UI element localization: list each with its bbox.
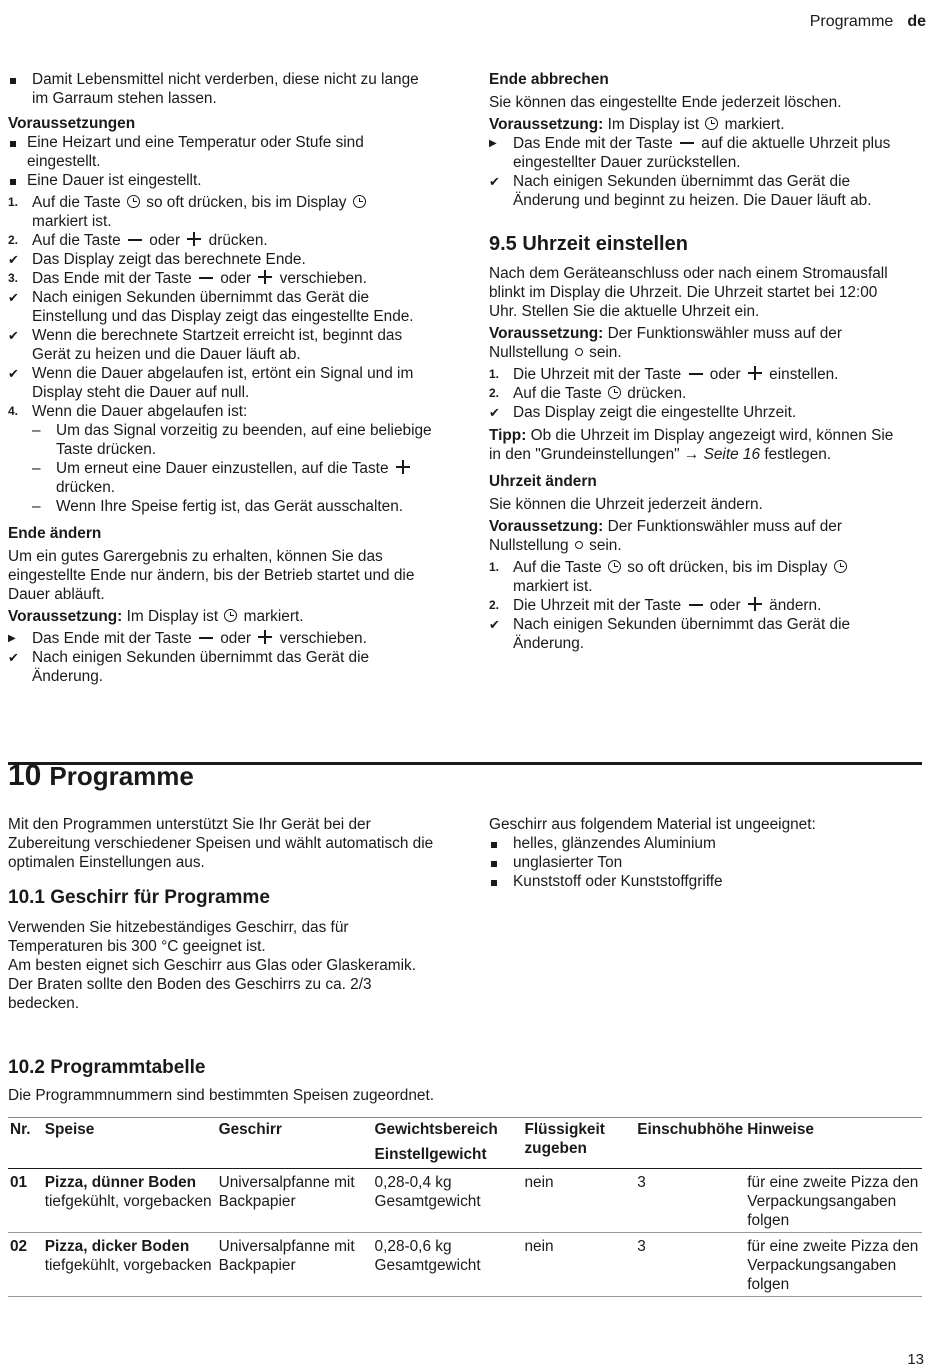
running-header	[810, 12, 926, 31]
minus-icon	[128, 239, 142, 241]
table-row: 01 Pizza, dünner Boden tiefgekühlt, vorgebacken Universalpfanne mit Backpapier 0,28-0,4 kg Gesamtgewicht nein 3 für eine zweite Pizza den Verpackungsangaben folgen	[8, 1169, 922, 1233]
col-header-nr: Nr.	[10, 1121, 31, 1138]
square-bullet-icon	[491, 880, 497, 886]
action-item: ▶ Das Ende mit der Taste oder verschieben.	[8, 630, 367, 647]
clock-icon	[705, 117, 718, 130]
zero-position-icon	[575, 541, 583, 549]
zero-position-icon	[575, 348, 583, 356]
voraussetzung-line: Voraussetzung: Im Display ist markiert.	[489, 116, 785, 133]
list-item: unglasierter Ton	[489, 853, 909, 872]
step-item: 1. Auf die Taste so oft drücken, bis im Display markiert ist.	[8, 193, 438, 231]
voraussetzungen-heading: Voraussetzungen	[8, 115, 136, 132]
step-item: 4. Wenn die Dauer abgelaufen ist:	[8, 403, 248, 420]
section-10-1-p2: Am besten eignet sich Geschirr aus Glas oder Glaskeramik. Der Braten sollte den Boden des Geschirrs zu ca. 2/3 bedecken.	[8, 957, 417, 1012]
col-header-einschub: Einschubhöhe	[637, 1121, 744, 1138]
page-number: 13	[907, 1351, 924, 1368]
col-header-fluessigkeit: Flüssigkeit zugeben	[524, 1121, 605, 1157]
result-item: ✔ Das Display zeigt das berechnete Ende.	[8, 251, 306, 268]
clock-icon	[127, 195, 140, 208]
result-item: ✔ Wenn die Dauer abgelaufen ist, ertönt ein Signal und im Display steht die Dauer auf null.	[8, 365, 414, 401]
step-item: 3. Das Ende mit der Taste oder verschieben.	[8, 270, 367, 287]
triangle-bullet-icon: ▶	[8, 633, 16, 644]
step-item: 2. Auf die Taste oder drücken.	[8, 232, 268, 249]
result-item: ✔ Das Display zeigt die eingestellte Uhrzeit.	[489, 404, 797, 421]
ende-aendern-heading: Ende ändern	[8, 525, 102, 542]
dash-item: – Um erneut eine Dauer einzustellen, auf die Taste drücken.	[8, 459, 438, 497]
result-item: ✔ Nach einigen Sekunden übernimmt das Gerät die Änderung.	[489, 616, 851, 652]
clock-icon	[608, 560, 621, 573]
check-icon: ✔	[8, 650, 19, 665]
ende-aendern-text: Um ein gutes Garergebnis zu erhalten, können Sie das eingestellte Ende nur ändern, bis der Betrieb startet und die Dauer abläuft.	[8, 548, 415, 603]
minus-icon	[689, 373, 703, 375]
plus-icon	[396, 460, 410, 474]
section-9-5-title: 9.5 Uhrzeit einstellen	[489, 233, 688, 255]
col-header-speise: Speise	[44, 1121, 95, 1138]
chapter-title: 10 Programme	[8, 759, 194, 792]
minus-icon	[199, 277, 213, 279]
list-item: Kunststoff oder Kunststoffgriffe	[489, 872, 909, 891]
chapter-left-column	[8, 815, 438, 1013]
tip-text: Tipp: Ob die Uhrzeit im Display angezeigt wird, können Sie in den "Grundeinstellungen" → Seite 16 festlegen.	[489, 427, 894, 463]
triangle-bullet-icon: ▶	[489, 138, 497, 149]
section-10-1-p1: Verwenden Sie hitzebeständiges Geschirr, das für Temperaturen bis 300 °C geeignet ist.	[8, 919, 349, 955]
check-icon: ✔	[8, 328, 19, 343]
plus-icon	[748, 597, 762, 611]
clock-icon	[608, 386, 621, 399]
ende-abbrechen-heading: Ende abbrechen	[489, 71, 609, 88]
minus-icon	[680, 142, 694, 144]
square-bullet-icon	[10, 78, 16, 84]
step-item: 1. Die Uhrzeit mit der Taste oder einstellen.	[489, 366, 839, 383]
clock-icon	[353, 195, 366, 208]
result-item: ✔ Nach einigen Sekunden übernimmt das Gerät die Änderung.	[8, 649, 370, 685]
check-icon: ✔	[8, 252, 19, 267]
section-9-5-text: Nach dem Geräteanschluss oder nach einem Stromausfall blinkt im Display die Uhrzeit. Die Uhrzeit startet bei 12:00 Uhr. Stellen Sie die aktuelle Uhrzeit ein.	[489, 265, 888, 320]
uhrzeit-aendern-text: Sie können die Uhrzeit jederzeit ändern.	[489, 496, 763, 513]
table-row: 02 Pizza, dicker Boden tiefgekühlt, vorgebacken Universalpfanne mit Backpapier 0,28-0,6 kg Gesamtgewicht nein 3 für eine zweite Pizza den Verpackungsangaben folgen	[8, 1233, 922, 1297]
clock-icon	[224, 609, 237, 622]
voraussetzung-line: Voraussetzung: Der Funktionswähler muss auf der Nullstellung sein.	[489, 518, 842, 554]
header-section: Programme	[809, 13, 894, 30]
section-10-2-title: 10.2 Programmtabelle	[8, 1057, 206, 1078]
list-item: Eine Dauer ist eingestellt.	[8, 171, 438, 190]
list-item: Damit Lebensmittel nicht verderben, diese nicht zu lange im Garraum stehen lassen.	[8, 70, 438, 108]
header-language: de	[907, 13, 926, 30]
result-item: ✔ Nach einigen Sekunden übernimmt das Gerät die Änderung und beginnt zu heizen. Die Dauer läuft ab.	[489, 173, 872, 209]
right-column	[489, 70, 909, 653]
minus-icon	[689, 604, 703, 606]
square-bullet-icon	[10, 179, 16, 185]
section-10-1-title: 10.1 Geschirr für Programme	[8, 887, 270, 908]
action-item: ▶ Das Ende mit der Taste auf die aktuelle Uhrzeit plus eingestellter Dauer zurückstellen.	[489, 135, 891, 171]
voraussetzung-line: Voraussetzung: Der Funktionswähler muss auf der Nullstellung sein.	[489, 325, 842, 361]
check-icon: ✔	[489, 617, 500, 632]
unsuitable-intro: Geschirr aus folgendem Material ist ungeeignet:	[489, 816, 816, 833]
col-header-geschirr: Geschirr	[218, 1121, 282, 1138]
plus-icon	[258, 630, 272, 644]
dash-item: – Um das Signal vorzeitig zu beenden, auf eine beliebige Taste drücken.	[32, 422, 432, 458]
table-header-row	[8, 1118, 922, 1169]
left-column	[8, 70, 438, 686]
list-item: Eine Heizart und eine Temperatur oder Stufe sind eingestellt.	[8, 133, 438, 171]
ende-abbrechen-text: Sie können das eingestellte Ende jederzeit löschen.	[489, 94, 842, 111]
plus-icon	[748, 366, 762, 380]
check-icon: ✔	[489, 405, 500, 420]
square-bullet-icon	[491, 842, 497, 848]
page-reference-link[interactable]: Seite 16	[703, 446, 761, 463]
minus-icon	[199, 637, 213, 639]
program-table	[8, 1117, 922, 1297]
step-item: 1. Auf die Taste so oft drücken, bis im Display markiert ist.	[489, 558, 909, 596]
voraussetzung-line: Voraussetzung: Im Display ist markiert.	[8, 608, 304, 625]
uhrzeit-aendern-heading: Uhrzeit ändern	[489, 473, 597, 490]
step-item: 2. Auf die Taste drücken.	[489, 385, 687, 402]
chapter-right-column	[489, 815, 909, 891]
col-header-hinweise: Hinweise	[747, 1121, 814, 1138]
result-item: ✔ Wenn die berechnete Startzeit erreicht ist, beginnt das Gerät zu heizen und die Dauer läuft ab.	[8, 327, 403, 363]
chapter-intro: Mit den Programmen unterstützt Sie Ihr Gerät bei der Zubereitung verschiedener Speisen und wählt automatisch die optimalen Einstellungen aus.	[8, 816, 434, 871]
check-icon: ✔	[8, 366, 19, 381]
plus-icon	[258, 270, 272, 284]
col-header-gewicht: Gewichtsbereich Einstellgewicht	[374, 1121, 498, 1163]
square-bullet-icon	[10, 141, 16, 147]
dash-item: – Wenn Ihre Speise fertig ist, das Gerät ausschalten.	[32, 498, 404, 515]
step-item: 2. Die Uhrzeit mit der Taste oder ändern.	[489, 597, 822, 614]
clock-icon	[834, 560, 847, 573]
check-icon: ✔	[8, 290, 19, 305]
check-icon: ✔	[489, 174, 500, 189]
section-10-2-text: Die Programmnummern sind bestimmten Speisen zugeordnet.	[8, 1087, 435, 1104]
plus-icon	[187, 232, 201, 246]
square-bullet-icon	[491, 861, 497, 867]
result-item: ✔ Nach einigen Sekunden übernimmt das Gerät die Einstellung und das Display zeigt das eingestellte Ende.	[8, 289, 414, 325]
list-item: helles, glänzendes Aluminium	[489, 834, 909, 853]
